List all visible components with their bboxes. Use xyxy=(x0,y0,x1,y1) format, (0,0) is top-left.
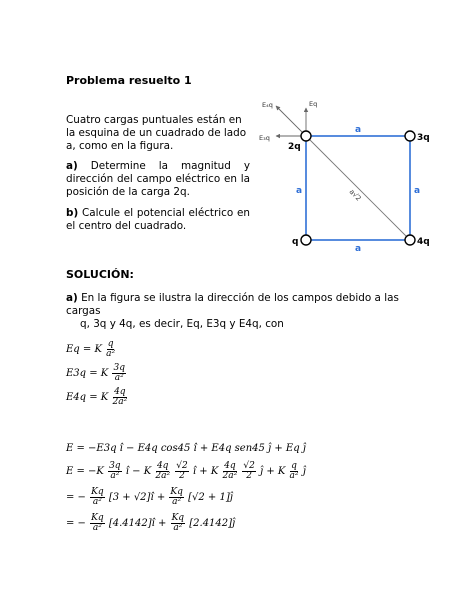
v4-frac-2 xyxy=(171,514,186,533)
eq-q-den: a² xyxy=(106,349,116,359)
eq-q-lhs: Eq = K xyxy=(66,344,102,355)
v2-part-c: î + K xyxy=(192,466,219,477)
vector-eq-3 xyxy=(66,488,233,507)
eq-4q-num: 4q xyxy=(114,387,126,397)
v2-frac-5 xyxy=(242,462,255,481)
label-3q: 3q xyxy=(417,133,430,143)
part-b-text: Calcule el potencial eléctrico en el centro del cuadrado. xyxy=(66,207,250,232)
part-b-question xyxy=(66,207,250,233)
v4-part-b: [4.4142]î + xyxy=(108,518,167,529)
eq-4q-lhs: E4q = K xyxy=(66,392,109,403)
v3-f2-den: a² xyxy=(172,497,182,507)
vector-eq-1: E = −E3q î − E4q cos45 î + E4q sen45 ĵ + Eq ĵ xyxy=(66,443,306,454)
v3-part-a: = − xyxy=(66,492,86,503)
solution-line-1: En la figura se ilustra la dirección de los campos debido a las cargas xyxy=(66,292,399,317)
v2-f5-den: 2 xyxy=(246,471,252,481)
v2-f4-num: 4q xyxy=(224,461,236,471)
v2-f2-num: 4q xyxy=(156,461,169,471)
charges-figure xyxy=(252,94,442,254)
eq-field-4q xyxy=(66,388,128,407)
v3-f1-den: a² xyxy=(92,497,102,507)
diagonal-line xyxy=(306,136,410,240)
v2-part-a: E = −K xyxy=(66,466,104,477)
e4q-label: E₄q xyxy=(262,101,273,109)
solution-part-a-label: a) xyxy=(66,292,78,304)
part-a-question xyxy=(66,160,250,199)
eq-label: Eq xyxy=(309,100,318,108)
label-4q: 4q xyxy=(417,237,430,247)
v4-frac-1 xyxy=(90,514,105,533)
problem-intro xyxy=(66,114,250,153)
side-label-bottom: a xyxy=(355,244,362,254)
eq-q-num: q xyxy=(107,339,114,349)
e4q-arrow xyxy=(276,106,306,136)
intro-line-2: la esquina de un cuadrado de lado xyxy=(66,127,247,139)
eq-3q-den: a² xyxy=(114,373,124,383)
v4-f1-num: Kq xyxy=(91,513,104,523)
eq-4q-frac xyxy=(112,388,127,407)
v3-frac-2 xyxy=(169,488,184,507)
solution-line-2: q, 3q y 4q, es decir, Eq, E3q y E4q, con xyxy=(80,318,284,330)
eq-field-q xyxy=(66,340,116,359)
eq-field-3q xyxy=(66,364,127,383)
v4-part-c: [2.4142]ĵ xyxy=(189,518,236,529)
charge-2q xyxy=(301,131,311,141)
charge-3q xyxy=(405,131,415,141)
v2-frac-6 xyxy=(290,462,299,481)
v2-frac-4 xyxy=(223,462,238,481)
v3-part-b: [3 + √2]î + xyxy=(108,492,166,503)
v2-f4-den: 2a² xyxy=(222,471,238,481)
v3-part-c: [√2 + 1]ĵ xyxy=(188,492,233,503)
solution-heading: SOLUCIÓN: xyxy=(66,268,134,281)
v2-part-e: ĵ xyxy=(302,466,306,477)
side-label-right: a xyxy=(414,186,421,196)
eq-q-frac xyxy=(106,340,115,359)
eq-4q-den: 2a² xyxy=(112,397,128,407)
part-b-label: b) xyxy=(66,207,79,219)
intro-line-1: Cuatro cargas puntuales están en xyxy=(66,114,242,126)
label-q: q xyxy=(292,237,299,247)
diagonal-label: a√2 xyxy=(347,187,363,203)
v2-frac-2 xyxy=(155,462,170,481)
v2-frac-3 xyxy=(175,462,188,481)
v2-f6-num: q xyxy=(291,461,297,471)
v2-f5-num: √2 xyxy=(243,461,255,471)
part-a-text: Determine la magnitud y dirección del campo eléctrico en la posición de la carga 2q. xyxy=(66,160,251,198)
e3q-label: E₃q xyxy=(259,134,270,142)
eq-3q-lhs: E3q = K xyxy=(66,368,109,379)
page-title: Problema resuelto 1 xyxy=(66,74,192,87)
v4-f2-den: a² xyxy=(173,523,183,533)
v4-f2-num: Kq xyxy=(171,513,185,523)
v3-frac-1 xyxy=(90,488,105,507)
charge-q xyxy=(301,235,311,245)
vector-eq-2 xyxy=(66,462,306,481)
v2-f2-den: 2a² xyxy=(155,471,171,481)
intro-line-3: a, como en la figura. xyxy=(66,140,174,152)
part-a-label: a) xyxy=(66,160,78,172)
vector-eq-4 xyxy=(66,514,235,533)
v2-f1-num: 3q xyxy=(109,461,121,471)
v3-f2-num: Kq xyxy=(170,487,183,497)
eq-3q-frac xyxy=(112,364,126,383)
v2-part-d: ĵ + K xyxy=(260,466,286,477)
side-label-top: a xyxy=(355,125,362,135)
eq-3q-num: 3q xyxy=(113,363,125,373)
v3-f1-num: Kq xyxy=(91,487,104,497)
solution-description xyxy=(66,292,411,331)
v2-part-b: î − K xyxy=(125,466,152,477)
v2-f1-den: a² xyxy=(110,471,120,481)
v4-f1-den: a² xyxy=(92,523,102,533)
label-2q: 2q xyxy=(288,142,301,152)
v2-f3-den: 2 xyxy=(179,471,185,481)
side-label-left: a xyxy=(296,186,303,196)
v2-frac-1 xyxy=(108,462,122,481)
v2-f3-num: √2 xyxy=(176,461,188,471)
v2-f6-den: a² xyxy=(289,471,299,481)
v4-part-a: = − xyxy=(66,518,86,529)
charge-4q xyxy=(405,235,415,245)
